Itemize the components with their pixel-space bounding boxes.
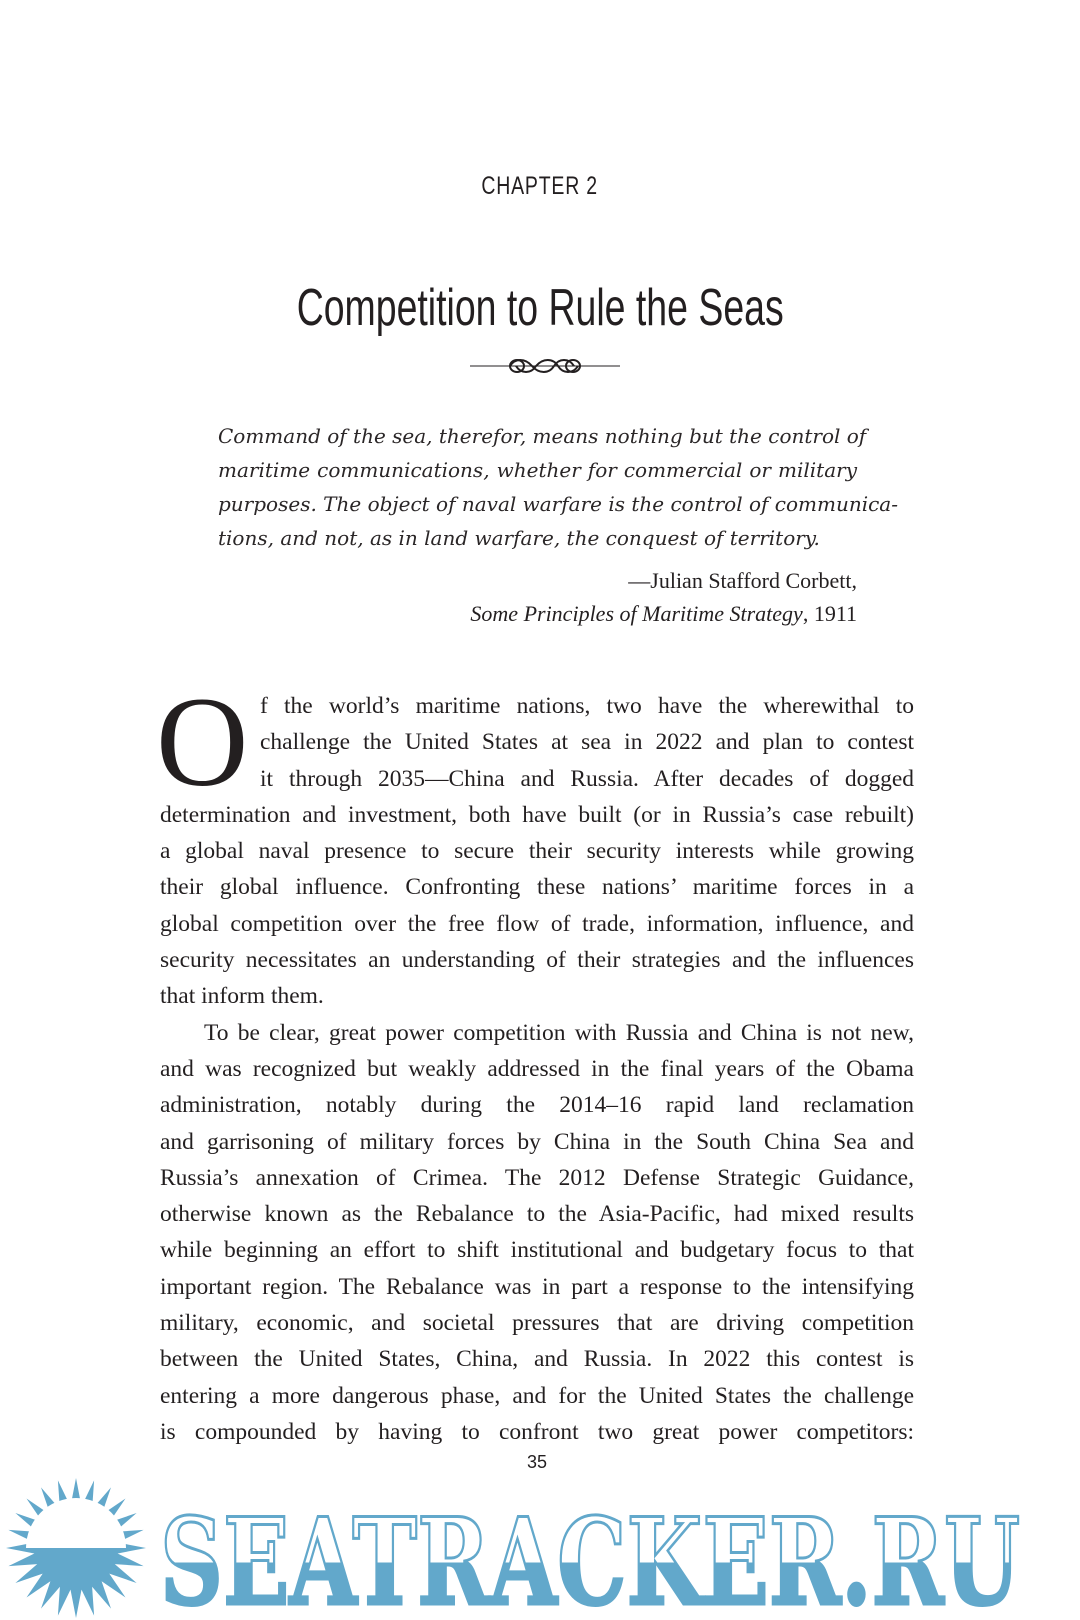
sun-icon	[6, 1478, 146, 1618]
watermark-text: SEATRACKER.RU	[160, 1492, 1020, 1620]
source-title: Some Principles of Maritime Strategy	[470, 601, 803, 626]
body-line: f the world’s maritime nations, two have the wherewithal to	[260, 693, 914, 719]
body-line: it through 2035—China and Russia. After decades of dogged	[260, 765, 914, 792]
drop-cap: O	[156, 684, 249, 794]
epigraph-line: purposes. The object of naval warfare is the control of communica-	[218, 492, 898, 516]
body-line: a global naval presence to secure their security interests while growing	[160, 838, 914, 865]
body-line: entering a more dangerous phase, and for the United States the challenge	[160, 1382, 914, 1409]
epigraph-attribution	[218, 564, 857, 630]
page-number: 35	[527, 1452, 548, 1472]
chapter-title-text: Competition to Rule the Seas	[296, 279, 784, 337]
body-line: important region. The Rebalance was in part a response to the intensifying	[160, 1273, 914, 1300]
body-line: Russia’s annexation of Crimea. The 2012 Defense Strategic Guidance,	[160, 1164, 914, 1191]
chapter-label-text: CHAPTER 2	[481, 172, 599, 200]
body-line: and garrisoning of military forces by China in the South China Sea and	[160, 1128, 914, 1155]
body-line: between the United States, China, and Russia. In 2022 this contest is	[160, 1346, 914, 1373]
epigraph-line: tions, and not, as in land warfare, the conquest of territory.	[218, 526, 820, 550]
body-line: that inform them.	[160, 983, 324, 1010]
body-line: their global influence. Confronting these nations’ maritime forces in a	[160, 874, 914, 901]
body-text	[156, 684, 914, 1450]
body-line: otherwise known as the Rebalance to the Asia-Pacific, had mixed results	[160, 1201, 914, 1228]
body-line: administration, notably during the 2014–16 rapid land reclamation	[160, 1092, 914, 1119]
body-line: while beginning an effort to shift institutional and budgetary focus to that	[160, 1237, 914, 1264]
body-line: military, economic, and societal pressures that are driving competition	[160, 1310, 914, 1337]
body-line: and was recognized but weakly addressed in the final years of the Obama	[160, 1055, 914, 1082]
chapter-title	[0, 278, 1080, 338]
epigraph-source	[218, 597, 857, 630]
body-line: To be clear, great power competition with Russia and China is not new,	[204, 1019, 914, 1046]
body-line: challenge the United States at sea in 2022 and plan to contest	[260, 729, 914, 756]
epigraph-line: Command of the sea, therefor, means nothing but the control of	[218, 424, 867, 448]
body-line: security necessitates an understanding of their strategies and the influences	[160, 947, 914, 974]
ornament-divider-icon	[470, 355, 620, 377]
epigraph-author: —Julian Stafford Corbett,	[628, 568, 857, 593]
body-line: global competition over the free flow of trade, information, influence, and	[160, 910, 914, 937]
chapter-label	[0, 172, 1080, 201]
epigraph-line: maritime communications, whether for commercial or military	[218, 458, 857, 482]
epigraph	[218, 419, 898, 555]
body-line: is compounded by having to confront two great power competitors:	[160, 1418, 914, 1445]
watermark-logo	[0, 1476, 1080, 1620]
source-year: , 1911	[802, 601, 857, 626]
body-line: determination and investment, both have built (or in Russia’s case rebuilt)	[160, 801, 914, 828]
